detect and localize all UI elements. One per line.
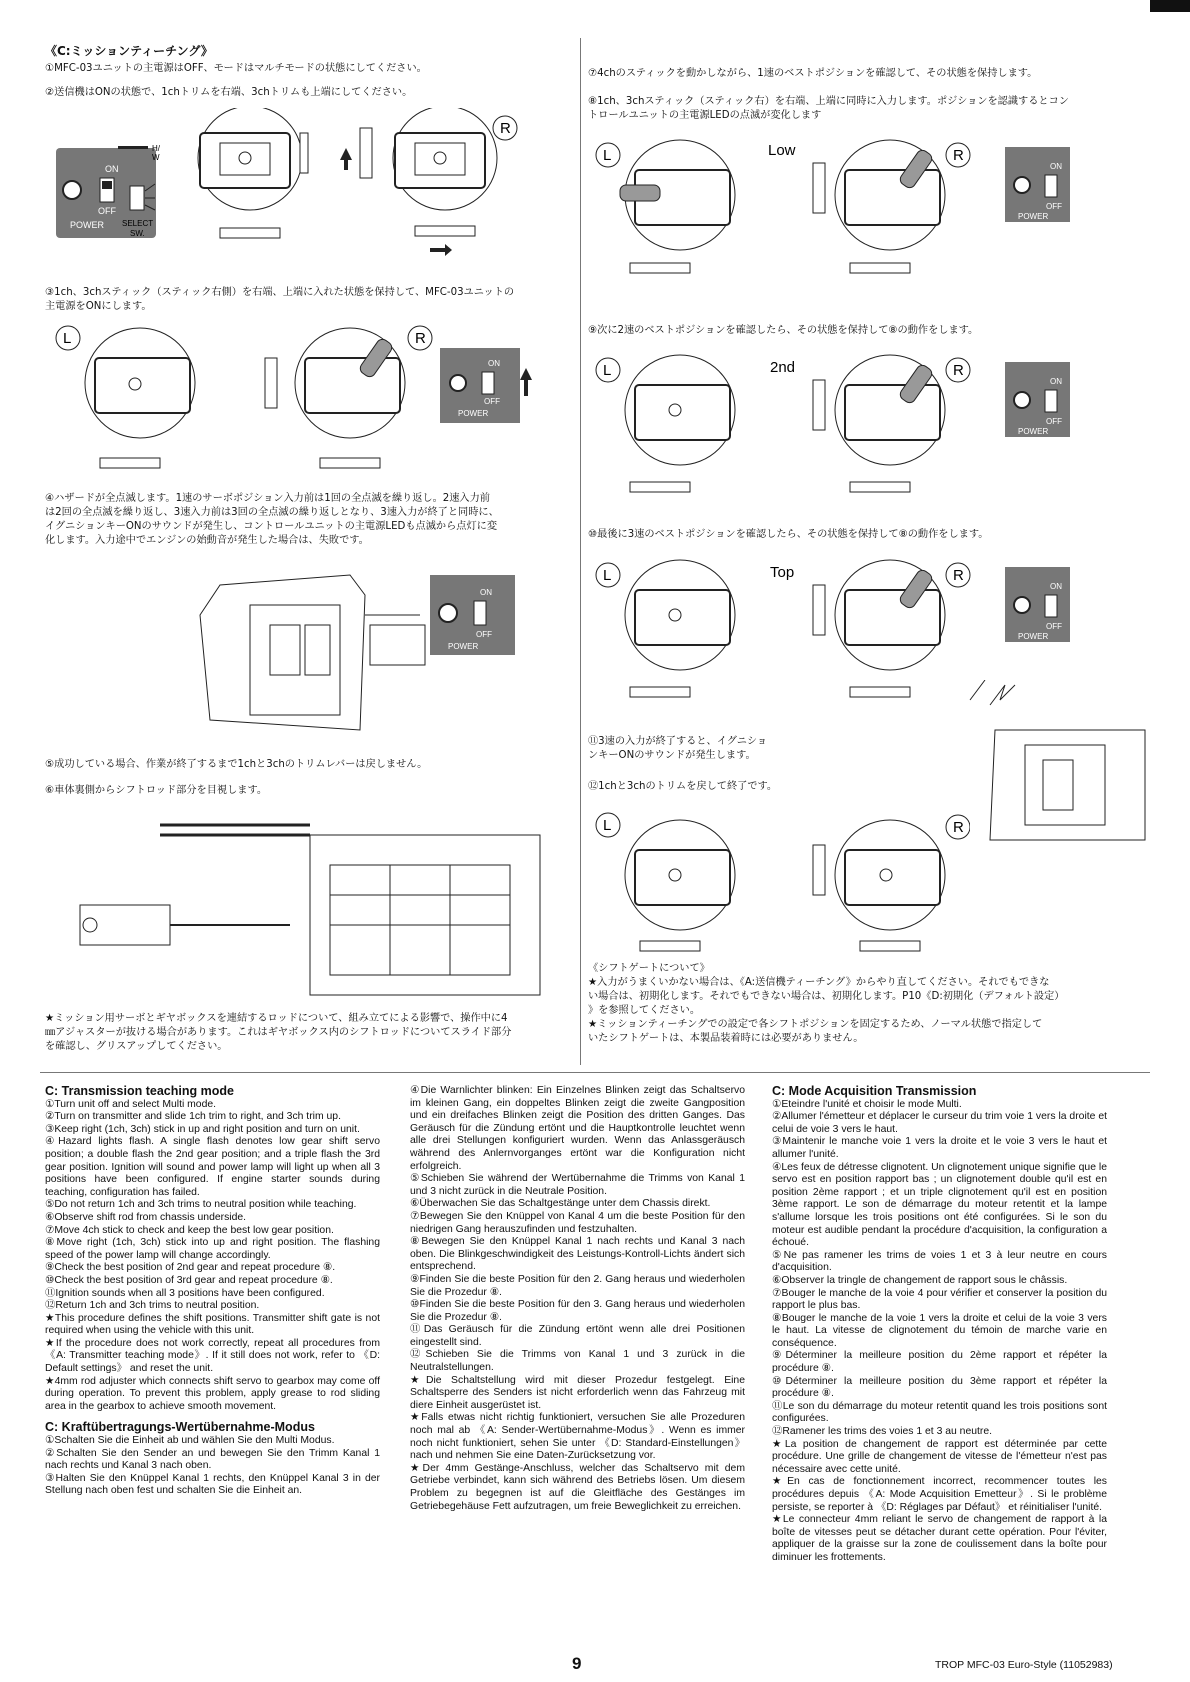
- jp-step-6: ⑥車体裏側からシフトロッド部分を目視します。: [45, 785, 268, 796]
- german-column: [410, 1085, 745, 1513]
- fr-step: ⑩Déterminer la meilleure position du 3ème rapport et répéter la procédure ⑧.: [772, 1375, 1107, 1400]
- jp-step-12: ⑫1chと3chのトリムを戻して終了です。: [588, 781, 778, 792]
- page-number: 9: [572, 1654, 582, 1673]
- de-step: ⑨Finden Sie die beste Position für den 2. Gang heraus und wiederholen Sie die Prozedur ⑧.: [410, 1273, 745, 1298]
- figure-second-gear: [590, 350, 1070, 505]
- de-step: ③Halten Sie den Knüppel Kanal 1 rechts, den Knüppel Kanal 3 in der Stellung nach oben fest und schalten Sie die Einheit an.: [45, 1472, 380, 1497]
- svg-text:OFF: OFF: [476, 630, 492, 639]
- de-step: ⑦Bewegen Sie den Knüppel von Kanal 4 um die beste Position für den niedrigen Gang herauszufinden und festzuhalten.: [410, 1210, 745, 1235]
- fr-step: ⑨Déterminer la meilleure position du 2ème rapport et répéter la procédure ⑧.: [772, 1350, 1107, 1375]
- figure-low-gear: [590, 135, 1070, 285]
- jp-note-3: を確認し、グリスアップしてください。: [45, 1041, 228, 1052]
- french-column: [772, 1085, 1107, 1565]
- en-step: ⑤Do not return 1ch and 3ch trims to neutral position while teaching.: [45, 1199, 357, 1211]
- en-step: ⑦Move 4ch stick to check and keep the best low gear position.: [45, 1224, 334, 1236]
- section-divider: [40, 1072, 1150, 1073]
- en-step: ④Hazard lights flash. A single flash denotes low gear shift servo position; a double flash the 2nd gear position; and a triple flash the 3rd gear position. Ignition will sound and power lamp will light up when all 3 positions have been configured. If engine starter sounds during teaching, configuration has failed.: [45, 1136, 380, 1198]
- en-step: ⑧Move right (1ch, 3ch) stick into up and right position. The flashing speed of the power lamp will change accordingly.: [45, 1237, 380, 1261]
- fr-step: ⑫Ramener les trims des voies 1 et 3 au neutre.: [772, 1426, 993, 1438]
- en-step: ②Turn on transmitter and slide 1ch trim to right, and 3ch trim up.: [45, 1111, 341, 1123]
- svg-text:R: R: [415, 330, 426, 347]
- jp-step-4d: 化します。入力途中でエンジンの始動音が発生した場合は、失敗です。: [45, 535, 369, 546]
- jp-shift-1: ★入力がうまくいかない場合は、《A:送信機ティーチング》からやり直してください。それでもできな: [588, 977, 1050, 988]
- en-note: ★4mm rod adjuster which connects shift servo to gearbox may come off during operation. To prevent this problem, apply grease to rod sliding area in the gearbox to achieve smooth movement.: [45, 1375, 380, 1412]
- en-note: ★If the procedure does not work correctly, repeat all procedures from 《A: Transmitter teaching mode》. If it still does not work, refer to 《D: Default settings》 and reset the unit.: [45, 1337, 380, 1375]
- fr-note: ★En cas de fonctionnement incorrect, recommencer toutes les procédures depuis 《A: Mode Acquisition Emetteur》. Si le problème persiste, se reporter à 《D: Réglages par Défaut》 et réinitialiser l'unité.: [772, 1476, 1107, 1513]
- de-note: ★Die Schaltstellung wird mit dieser Prozedur festgelegt. Eine Schaltsperre des Senders ist nicht erforderlich wenn das Fahrzeug mit diere Einheit ausgerüstet ist.: [410, 1374, 745, 1411]
- jp-step-9: ⑨次に2速のベストポジションを確認したら、その状態を保持して⑧の動作をします。: [588, 325, 979, 336]
- jp-step-1: ①MFC-03ユニットの主電源はOFF、モードはマルチモードの状態にしてください。: [45, 63, 427, 74]
- column-divider: [580, 38, 581, 1065]
- jp-heading: 《C:ミッションティーチング》: [45, 44, 213, 58]
- de-step: ⑫Schieben Sie die Trimms von Kanal 1 und 3 zurück in die Neutralstellungen.: [410, 1349, 745, 1374]
- jp-step-7: ⑦4chのスティックを動かしながら、1速のベストポジションを確認して、その状態を保持します。: [588, 68, 1038, 79]
- en-note: ★This procedure defines the shift positions. Transmitter shift gate is not required when using the vehicle with this unit.: [45, 1312, 380, 1337]
- jp-step-4b: は2回の全点滅を繰り返し、3速入力前は3回の全点滅の繰り返しとなり、3速入力が終了と同時に、: [45, 507, 499, 518]
- svg-text:POWER: POWER: [70, 220, 105, 230]
- de-note: ★Falls etwas nicht richtig funktioniert, versuchen Sie alle Prozeduren noch mal ab 《A: Sender-Wertübernahme-Modus》. Wenn es immer noch nicht funktioniert, sehen Sie unter 《D: Standard-Einstellungen》 nach und nehmen Sie eine Daten-Zurücksetzung vor.: [410, 1412, 745, 1462]
- svg-text:OFF: OFF: [98, 206, 116, 216]
- left-stick-gimbal: [198, 108, 302, 238]
- svg-text:Low: Low: [768, 142, 796, 159]
- fr-note: ★La position de changement de rapport est déterminée par cette procédure. Une grille de changement de vitesse de l'émetteur n'est pas nécessaire avec cette unité.: [772, 1438, 1107, 1475]
- svg-text:ON: ON: [1050, 162, 1062, 171]
- de-step: ⑧Bewegen Sie den Knüppel Kanal 1 nach rechts und Kanal 3 nach oben. Die Blinkgeschwindigkeit des Leistungs-Kontroll-Lichts ändert sich entsprechend.: [410, 1236, 745, 1273]
- svg-text:ON: ON: [105, 164, 119, 174]
- en-step: ⑫Return 1ch and 3ch trims to neutral position.: [45, 1300, 260, 1312]
- jp-step-10: ⑩最後に3速のベストポジションを確認したら、その状態を保持して⑧の動作をします。: [588, 529, 989, 540]
- figure-step-4-truck: [180, 555, 560, 745]
- fr-step: ⑤Ne pas ramener les trims de voies 1 et 3 à leur neutre en cours d'acquisition.: [772, 1249, 1107, 1274]
- en-step: ⑩Check the best position of 3rd gear and repeat procedure ⑧.: [45, 1274, 333, 1286]
- jp-step-5: ⑤成功している場合、作業が終了するまで1chと3chのトリムレバーは戻しません。: [45, 759, 428, 770]
- figure-step-6-chassis: [70, 805, 560, 1005]
- jp-step-11b: ンキーONのサウンドが発生します。: [588, 750, 756, 761]
- fr-step: ⑥Observer la tringle de changement de rapport sous le châssis.: [772, 1274, 1068, 1286]
- english-column: [45, 1085, 380, 1498]
- svg-text:L: L: [63, 330, 72, 347]
- svg-text:H/: H/: [152, 144, 160, 153]
- fr-step: ④Les feux de détresse clignotent. Un clignotement unique signifie que le servo est en position rapport bas ; un clignotement double qu'il est en position 2ème rapport ; et un triple clignotement qu'il est en position 3ème rapport. Le son de démarrage du moteur retentit et la lampe s'allume lorsque les trois positions ont été configurées. Si le son du moteur est audible pendant la procédure d'acquisition, la configuration a échoué.: [772, 1161, 1107, 1249]
- english-title: C: Transmission teaching mode: [45, 1084, 234, 1098]
- svg-text:R: R: [500, 120, 511, 137]
- svg-text:POWER: POWER: [1018, 212, 1049, 221]
- up-arrow-icon: [340, 148, 352, 170]
- en-step: ⑨Check the best position of 2nd gear and repeat procedure ⑧.: [45, 1262, 336, 1274]
- svg-text:L: L: [603, 567, 612, 584]
- corner-mark: [1150, 0, 1190, 12]
- jp-shift-5: いたシフトゲートは、本製品装着時には必要がありません。: [588, 1033, 864, 1044]
- en-step: ⑪Ignition sounds when all 3 positions have been configured.: [45, 1287, 325, 1299]
- figure-step-3: [50, 318, 570, 478]
- svg-text:ON: ON: [488, 359, 500, 368]
- svg-text:OFF: OFF: [484, 397, 500, 406]
- fr-step: ⑦Bouger le manche de la voie 4 pour vérifier et conserver la position du rapport le plus bas.: [772, 1287, 1107, 1312]
- de-note: ★Der 4mm Gestänge-Anschluss, welcher das Schaltservo mit dem Getriebe verbindet, kann sich während des Betriebs lösen. Um diesem Problem zu begegnen ist auf die Gleitfläche des Gestänges im Getriebegehäuse Fett aufzutragen, um freie Beweglichkeit zu erreichen.: [410, 1462, 745, 1512]
- de-step: ⑩Finden Sie die beste Position für den 3. Gang heraus und wiederholen Sie die Prozedur ⑧.: [410, 1299, 745, 1323]
- fr-step: ③Maintenir le manche voie 1 vers la droite et le voie 3 vers le haut et allumer l'unité.: [772, 1136, 1107, 1160]
- fr-step: ②Allumer l'émetteur et déplacer le curseur du trim voie 1 vers la droite et celui de voie 3 vers le haut.: [772, 1111, 1107, 1135]
- svg-text:L: L: [603, 817, 612, 834]
- en-step: ③Keep right (1ch, 3ch) stick in up and right position and turn on unit.: [45, 1123, 360, 1135]
- document-id: TROP MFC-03 Euro-Style (11052983): [935, 1659, 1113, 1671]
- svg-text:R: R: [953, 362, 964, 379]
- svg-text:L: L: [603, 362, 612, 379]
- svg-text:OFF: OFF: [1046, 202, 1062, 211]
- jp-step-3a: ③1ch、3chスティック（スティック右側）を右端、上端に入れた状態を保持して、MFC-03ユニットの: [45, 287, 515, 298]
- jp-shift-4: ★ミッションティーチングでの設定で各シフトポジションを固定するため、ノーマル状態で指定して: [588, 1019, 1043, 1030]
- svg-text:2nd: 2nd: [770, 359, 796, 376]
- jp-note-1: ★ミッション用サーボとギヤボックスを連結するロッドについて、組み立てによる影響で、操作中に4: [45, 1013, 508, 1024]
- en-step: ①Turn unit off and select Multi mode.: [45, 1098, 217, 1110]
- jp-step-8a: ⑧1ch、3chスティック（スティック右）を右端、上端に同時に入力します。ポジションを認識するとコン: [588, 96, 1069, 107]
- fr-step: ⑧Bouger le manche de la voie 1 vers la droite et celui de la voie 3 vers le haut. La vitesse de clignotement du témoin de marche varie en conséquence.: [772, 1312, 1107, 1349]
- en-step: ⑥Observe shift rod from chassis underside.: [45, 1211, 247, 1223]
- jp-step-2: ②送信機はONの状態で、1chトリムを右端、3chトリムも上端にしてください。: [45, 87, 413, 98]
- de-step: ①Schalten Sie die Einheit ab und wählen Sie den Multi Modus.: [45, 1435, 335, 1447]
- jp-step-11a: ⑪3速の入力が終了すると、イグニショ: [588, 736, 768, 747]
- de-step: ②Schalten Sie den Sender an und bewegen Sie den Trimm Kanal 1 nach rechts und Kanal 3 nach oben.: [45, 1447, 380, 1472]
- svg-text:Top: Top: [770, 564, 795, 581]
- svg-text:ON: ON: [480, 588, 492, 597]
- right-stick-gimbal: [393, 108, 517, 256]
- german-title: C: Kraftübertragungs-Wertübernahme-Modus: [45, 1420, 315, 1435]
- svg-text:POWER: POWER: [448, 642, 479, 651]
- svg-text:POWER: POWER: [458, 409, 489, 418]
- jp-shift-2: い場合は、初期化します。それでもできない場合は、初期化します。P10《D:初期化（デフォルト設定）: [588, 991, 1065, 1002]
- svg-text:R: R: [953, 819, 964, 836]
- svg-text:R: R: [953, 147, 964, 164]
- de-step: ⑤Schieben Sie während der Wertübernahme die Trimms von Kanal 1 und 3 nicht zurück in die Neutrale Position.: [410, 1173, 745, 1197]
- svg-text:POWER: POWER: [1018, 427, 1049, 436]
- figure-step-12: [590, 805, 970, 960]
- svg-text:OFF: OFF: [1046, 417, 1062, 426]
- fr-step: ⑪Le son du démarrage du moteur retentit quand les trois positions sont configurées.: [772, 1400, 1107, 1425]
- jp-step-8b: トロールユニットの主電源LEDの点滅が変化します: [588, 110, 822, 121]
- trim-left: [300, 133, 308, 173]
- svg-text:SW.: SW.: [130, 229, 145, 238]
- de-step: ⑥Überwachen Sie das Schaltgestänge unter dem Chassis direkt.: [410, 1198, 711, 1210]
- jp-note-2: ㎜アジャスターが抜ける場合があります。これはギヤボックス内のシフトロッドについてスライド部分: [45, 1027, 512, 1038]
- svg-text:ON: ON: [1050, 582, 1062, 591]
- jp-step-3b: 主電源をONにします。: [45, 301, 152, 312]
- trim-3ch: [360, 128, 372, 178]
- french-title: C: Mode Acquisition Transmission: [772, 1084, 977, 1098]
- fr-note: ★Le connecteur 4mm reliant le servo de changement de rapport à la boîte de vitesses peut se détacher durant cette opération. Pour l'éviter, appliquer de la graisse sur la zone de coulissement dans la boîte pour diminuer les frottements.: [772, 1514, 1107, 1563]
- jp-step-4a: ④ハザードが全点滅します。1速のサーボポジション入力前は1回の全点滅を繰り返し。2速入力前: [45, 493, 490, 504]
- fr-step: ①Eteindre l'unité et choisir le mode Multi.: [772, 1098, 962, 1110]
- figure-step-2: [50, 108, 570, 278]
- svg-text:L: L: [603, 147, 612, 164]
- de-step: ⑪Das Geräusch für die Zündung ertönt wenn alle drei Positionen eingestellt sind.: [410, 1324, 745, 1348]
- svg-text:OFF: OFF: [1046, 622, 1062, 631]
- svg-text:R: R: [953, 567, 964, 584]
- svg-text:W: W: [152, 153, 160, 162]
- jp-shift-3: 》を参照してください。: [588, 1005, 701, 1016]
- jp-step-4c: イグニションキーONのサウンドが発生し、コントロールユニットの主電源LEDも点滅から点灯に変: [45, 521, 498, 532]
- jp-shift-heading: 《シフトゲートについて》: [588, 963, 710, 974]
- svg-text:SELECT: SELECT: [122, 219, 154, 228]
- figure-truck-cab: [965, 680, 1150, 850]
- svg-text:ON: ON: [1050, 377, 1062, 386]
- svg-text:POWER: POWER: [1018, 632, 1049, 641]
- de-step: ④Die Warnlichter blinken: Ein Einzelnes Blinken zeigt das Schaltservo im kleinen Gang, ein doppeltes Blinken zeigt die zweite Gangposition und ein dreifaches Blinken zeigt die Position des dritten Ganges. Das Geräusch für die Zündung ertönt und die Hauptkontrolle leuchtet wenn alle drei Stellungen konfiguriert wurden. Wenn das Anlassgeräusch während des Anlernvorganges ertönt war die Konfiguration nicht erfolgreich.: [410, 1085, 745, 1172]
